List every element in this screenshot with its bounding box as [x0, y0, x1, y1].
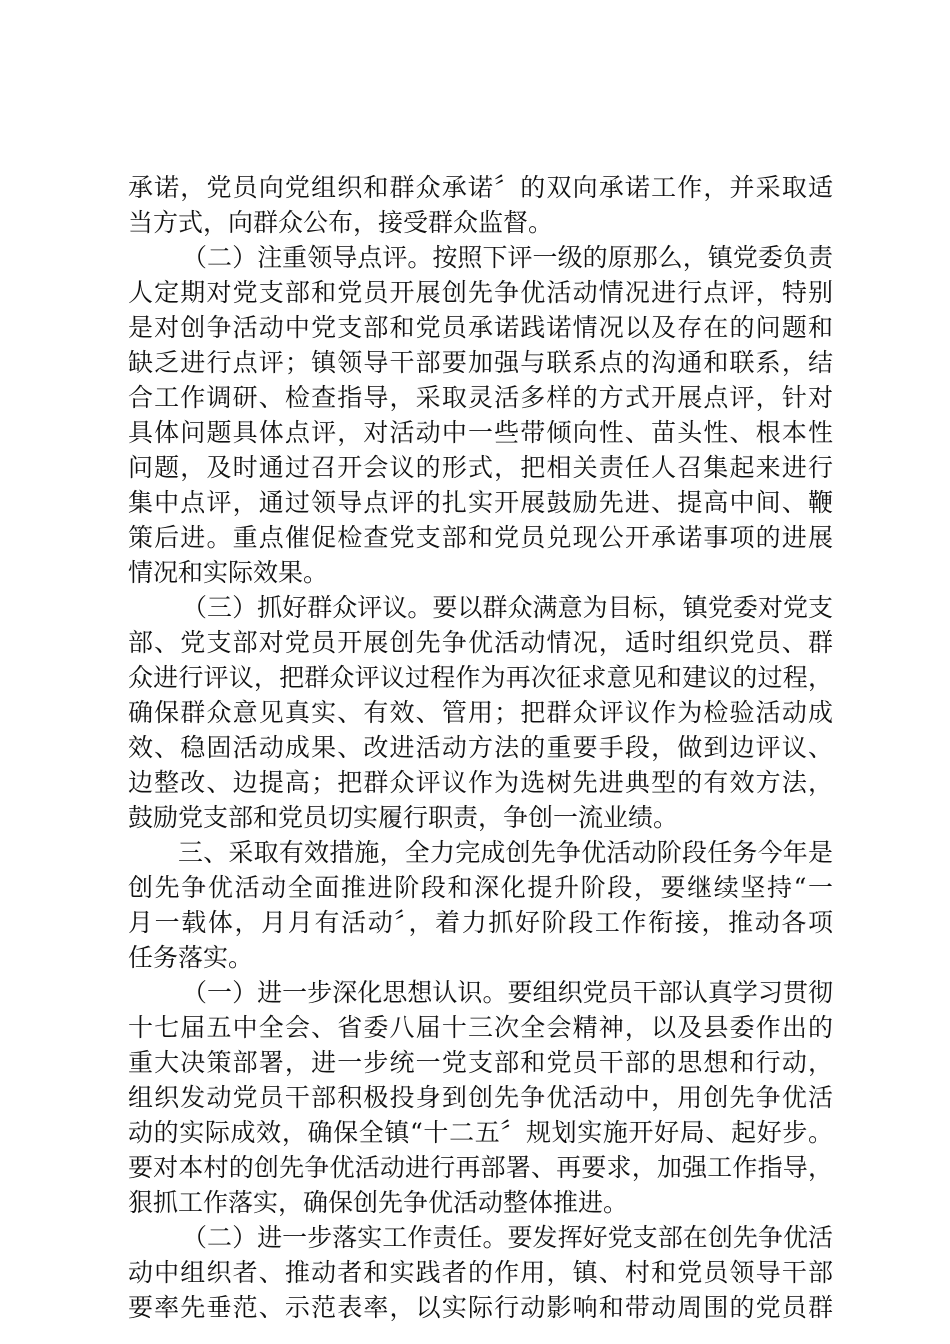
text-line: 十七届五中全会、省委八届十三次全会精神，以及县委作出的 — [128, 1013, 833, 1042]
text-line: 组织发动党员干部积极投身到创先争优活动中，用创先争优活 — [128, 1083, 833, 1112]
paragraph-start-line: （一）进一步深化思想认识。要组织党员干部认真学习贯彻 — [182, 978, 833, 1007]
document-body — [128, 170, 833, 1325]
paragraph-start-line: （二）注重领导点评。按照下评一级的原那么，镇党委负责 — [182, 243, 833, 272]
text-line: 情况和实际效果。 — [128, 558, 329, 587]
text-line: 部、党支部对党员开展创先争优活动情况，适时组织党员、群 — [128, 628, 833, 657]
text-line: 众进行评议，把群众评议过程作为再次征求意见和建议的过程， — [128, 663, 833, 692]
text-line: 集中点评，通过领导点评的扎实开展鼓励先进、提高中间、鞭 — [128, 488, 833, 517]
text-line: 人定期对党支部和党员开展创先争优活动情况进行点评，特别 — [128, 278, 833, 307]
text-line: 是对创争活动中党支部和党员承诺践诺情况以及存在的问题和 — [128, 313, 833, 342]
text-line: 缺乏进行点评；镇领导干部要加强与联系点的沟通和联系，结 — [128, 348, 833, 377]
text-line: 合工作调研、检查指导，采取灵活多样的方式开展点评，针对 — [128, 383, 833, 412]
text-line: 确保群众意见真实、有效、管用；把群众评议作为检验活动成 — [128, 698, 833, 727]
text-line: 创先争优活动全面推进阶段和深化提升阶段，要继续坚持“一 — [128, 873, 833, 902]
text-line: 问题，及时通过召开会议的形式，把相关责任人召集起来进行 — [128, 453, 833, 482]
text-line: 狠抓工作落实，确保创先争优活动整体推进。 — [128, 1188, 629, 1217]
text-line: 重大决策部署，进一步统一党支部和党员干部的思想和行动， — [128, 1048, 833, 1077]
text-line: 承诺，党员向党组织和群众承诺〞的双向承诺工作，并采取适 — [128, 173, 833, 202]
text-line: 动的实际成效，确保全镇“十二五〞规划实施开好局、起好步。 — [128, 1118, 833, 1147]
text-line: 动中组织者、推动者和实践者的作用，镇、村和党员领导干部 — [128, 1258, 833, 1287]
text-line: 要率先垂范、示范表率，以实际行动影响和带动周围的党员群 — [128, 1293, 833, 1322]
paragraph-start-line: （三）抓好群众评议。要以群众满意为目标，镇党委对党支 — [182, 593, 833, 622]
text-line: 策后进。重点催促检查党支部和党员兑现公开承诺事项的进展 — [128, 523, 833, 552]
text-line: 当方式，向群众公布，接受群众监督。 — [128, 208, 554, 237]
text-line: 边整改、边提高；把群众评议作为选树先进典型的有效方法， — [128, 768, 833, 797]
text-line: 任务落实。 — [128, 943, 254, 972]
section-heading-line: 三、采取有效措施，全力完成创先争优活动阶段任务今年是 — [178, 838, 833, 867]
text-line: 具体问题具体点评，对活动中一些带倾向性、苗头性、根本性 — [128, 418, 833, 447]
text-line: 鼓励党支部和党员切实履行职责，争创一流业绩。 — [128, 803, 679, 832]
text-line: 要对本村的创先争优活动进行再部署、再要求，加强工作指导， — [128, 1153, 833, 1182]
text-line: 效、稳固活动成果、改进活动方法的重要手段，做到边评议、 — [128, 733, 833, 762]
text-line: 月一载体，月月有活动〞，着力抓好阶段工作衔接，推动各项 — [128, 908, 833, 937]
paragraph-start-line: （二）进一步落实工作责任。要发挥好党支部在创先争优活 — [182, 1223, 833, 1252]
